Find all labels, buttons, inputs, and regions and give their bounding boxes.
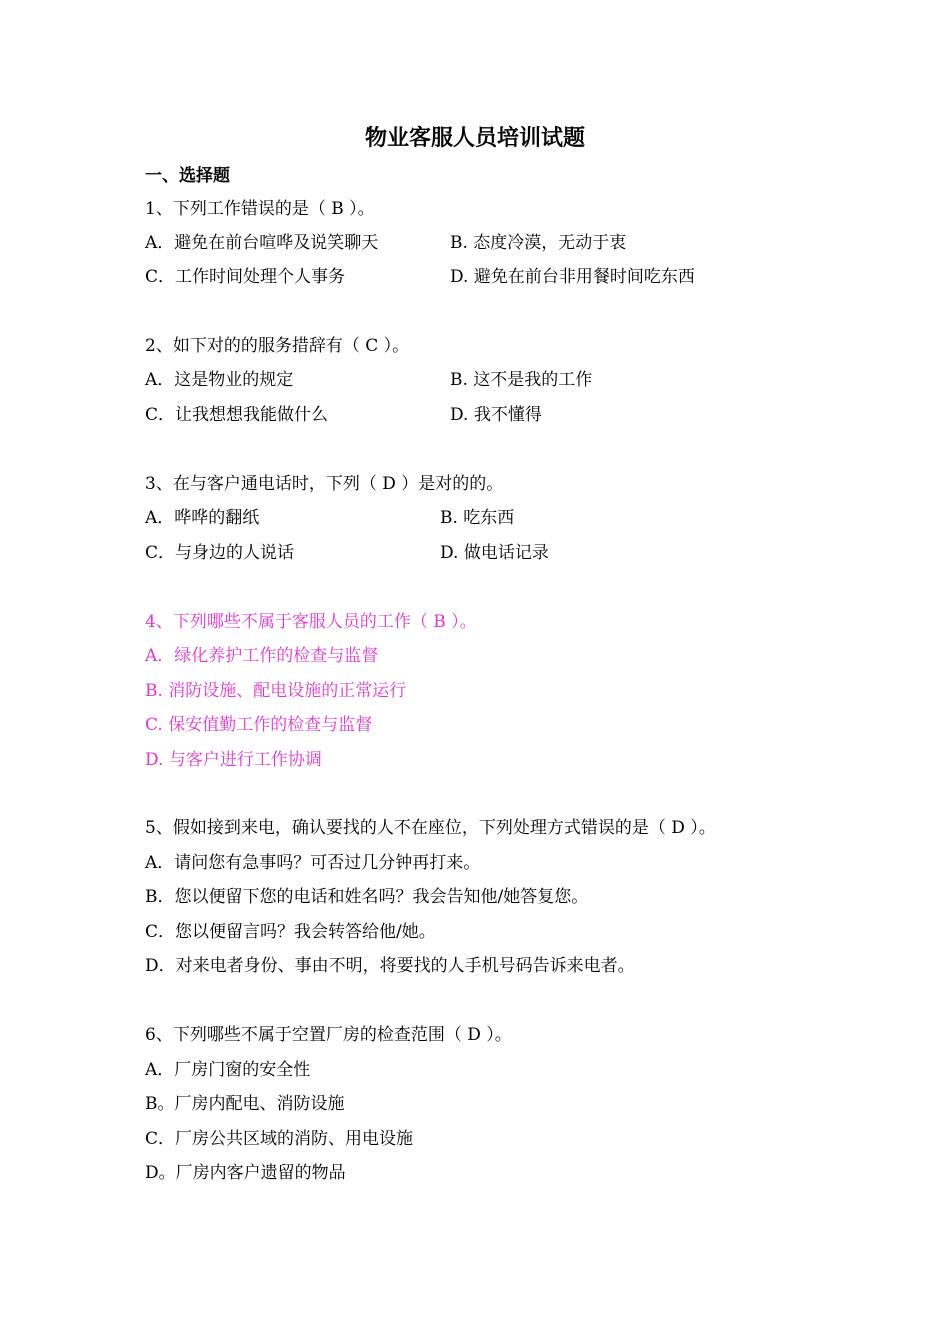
question-5-option-b: B．您以便留下您的电话和姓名吗？我会告知他/她答复您。 bbox=[145, 887, 589, 907]
question-4-option-b: B. 消防设施、配电设施的正常运行 bbox=[145, 681, 407, 701]
question-3-option-b: B. 吃东西 bbox=[440, 508, 515, 528]
question-6-stem: 6、下列哪些不属于空置厂房的检查范围（ D ）。 bbox=[145, 1025, 512, 1045]
question-2-option-b: B. 这不是我的工作 bbox=[450, 370, 593, 390]
question-5-option-a: A．请问您有急事吗？可否过几分钟再打来。 bbox=[145, 853, 481, 873]
question-6-option-b: B。厂房内配电、消防设施 bbox=[145, 1094, 345, 1114]
question-1-option-a: A．避免在前台喧哗及说笑聊天 bbox=[145, 233, 379, 253]
question-3-stem: 3、在与客户通电话时，下列（ D ）是对的的。 bbox=[145, 474, 504, 494]
question-5-option-d: D．对来电者身份、事由不明，将要找的人手机号码告诉来电者。 bbox=[145, 956, 635, 976]
question-1-option-d: D. 避免在前台非用餐时间吃东西 bbox=[450, 267, 695, 287]
question-3-option-d: D. 做电话记录 bbox=[440, 543, 549, 563]
page-title: 物业客服人员培训试题 bbox=[364, 126, 585, 151]
question-3-option-c: C．与身边的人说话 bbox=[145, 543, 295, 563]
section-heading: 一、选择题 bbox=[145, 166, 230, 186]
question-4-option-a: A．绿化养护工作的检查与监督 bbox=[145, 646, 379, 666]
question-2-option-d: D. 我不懂得 bbox=[450, 405, 542, 425]
question-4-option-c: C. 保安值勤工作的检查与监督 bbox=[145, 715, 373, 735]
question-4-option-d: D. 与客户进行工作协调 bbox=[145, 750, 322, 770]
question-6-option-a: A．厂房门窗的安全性 bbox=[145, 1060, 311, 1080]
question-2-option-a: A．这是物业的规定 bbox=[145, 370, 294, 390]
question-1-option-c: C．工作时间处理个人事务 bbox=[145, 267, 346, 287]
question-5-stem: 5、假如接到来电，确认要找的人不在座位，下列处理方式错误的是（ D ）。 bbox=[145, 818, 716, 838]
question-1-option-b: B. 态度冷漠，无动于衷 bbox=[450, 233, 627, 253]
question-2-stem: 2、如下对的的服务措辞有（ C ）。 bbox=[145, 336, 410, 356]
question-3-option-a: A．哗哗的翻纸 bbox=[145, 508, 260, 528]
question-2-option-c: C．让我想想我能做什么 bbox=[145, 405, 329, 425]
question-4-stem: 4、下列哪些不属于客服人员的工作（ B ）。 bbox=[145, 612, 477, 632]
question-1-stem: 1、下列工作错误的是（ B ）。 bbox=[145, 199, 375, 219]
question-5-option-c: C．您以便留言吗？我会转答给他/她。 bbox=[145, 922, 436, 942]
question-6-option-d: D。厂房内客户遗留的物品 bbox=[145, 1163, 346, 1183]
question-6-option-c: C．厂房公共区域的消防、用电设施 bbox=[145, 1129, 414, 1149]
